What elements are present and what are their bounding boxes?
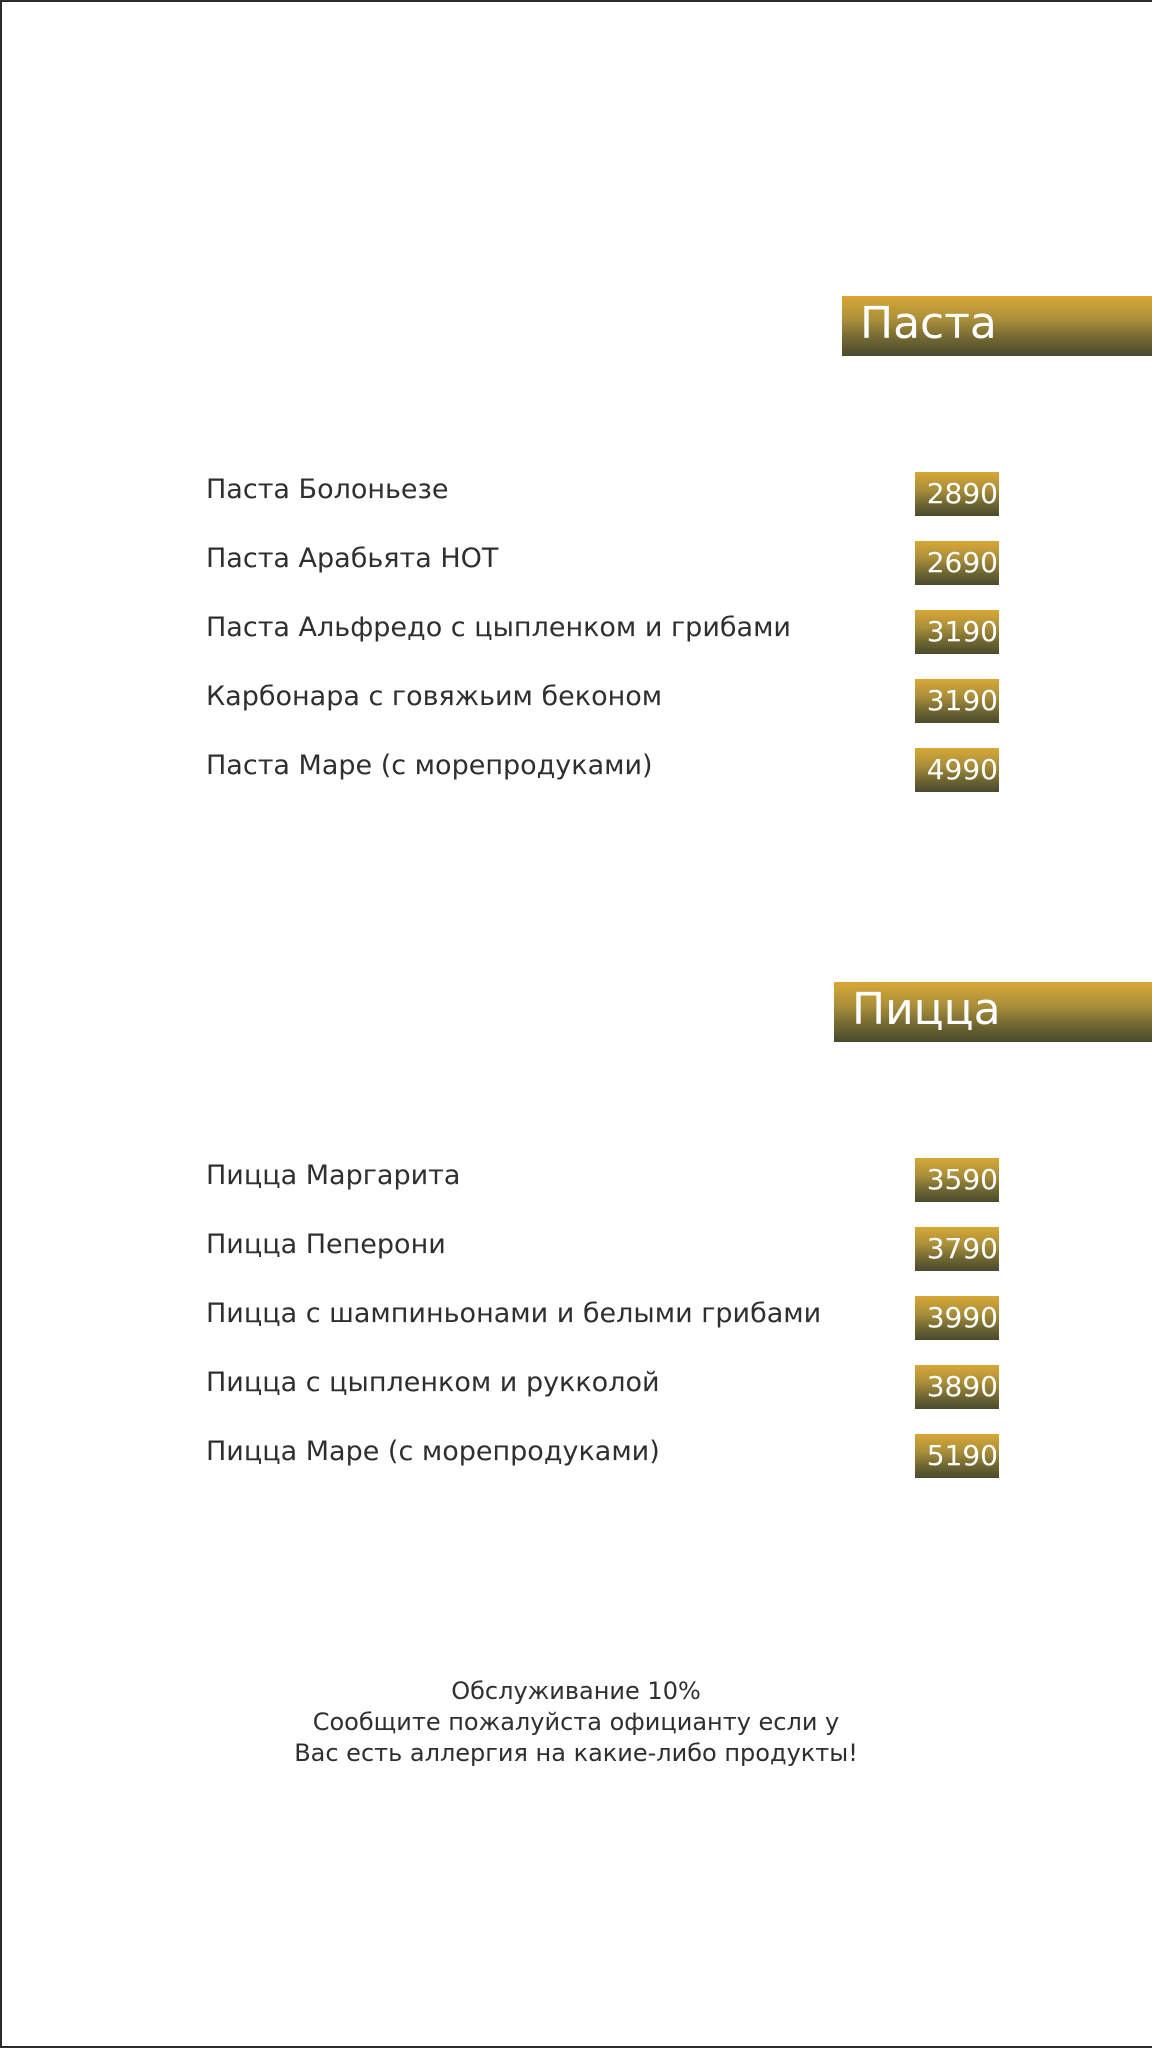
price-badge: 3590 [915,1158,999,1202]
price-badge: 3190 [915,610,999,654]
price-badge: 3190 [915,679,999,723]
item-name: Паста Альфредо с цыпленком и грибами [206,612,791,643]
item-name: Пицца Маре (с морепродуками) [206,1436,660,1467]
list-item [0,1294,1152,1363]
item-name: Паста Маре (с морепродуками) [206,750,653,781]
pizza-menu-list [0,1156,1152,1501]
section-header-pasta: Паста [842,296,1152,356]
list-item [0,539,1152,608]
item-name: Паста Арабьята HOT [206,543,499,574]
list-item [0,470,1152,539]
list-item [0,608,1152,677]
list-item [0,1363,1152,1432]
price-badge: 3990 [915,1296,999,1340]
item-name: Пицца Пеперони [206,1229,446,1260]
allergy-notice-line-1: Сообщите пожалуйста официанту если у [312,1708,840,1736]
item-name: Пицца с шампиньонами и белыми грибами [206,1298,822,1329]
item-name: Карбонара с говяжьим беконом [206,681,663,712]
list-item [0,1156,1152,1225]
price-badge: 3790 [915,1227,999,1271]
service-charge-text: Обслуживание 10% [451,1677,701,1705]
price-badge: 2690 [915,541,999,585]
section-header-pizza: Пицца [834,982,1152,1042]
price-badge: 4990 [915,748,999,792]
item-name: Пицца с цыпленком и рукколой [206,1367,660,1398]
item-name: Паста Болоньезе [206,474,449,505]
price-badge: 2890 [915,472,999,516]
pasta-menu-list [0,470,1152,815]
price-badge: 5190 [915,1434,999,1478]
price-badge: 3890 [915,1365,999,1409]
footer-note [0,1676,1152,1769]
list-item [0,677,1152,746]
list-item [0,1225,1152,1294]
list-item [0,746,1152,815]
allergy-notice-line-2: Вас есть аллергия на какие-либо продукты! [294,1739,858,1767]
item-name: Пицца Маргарита [206,1160,461,1191]
list-item [0,1432,1152,1501]
